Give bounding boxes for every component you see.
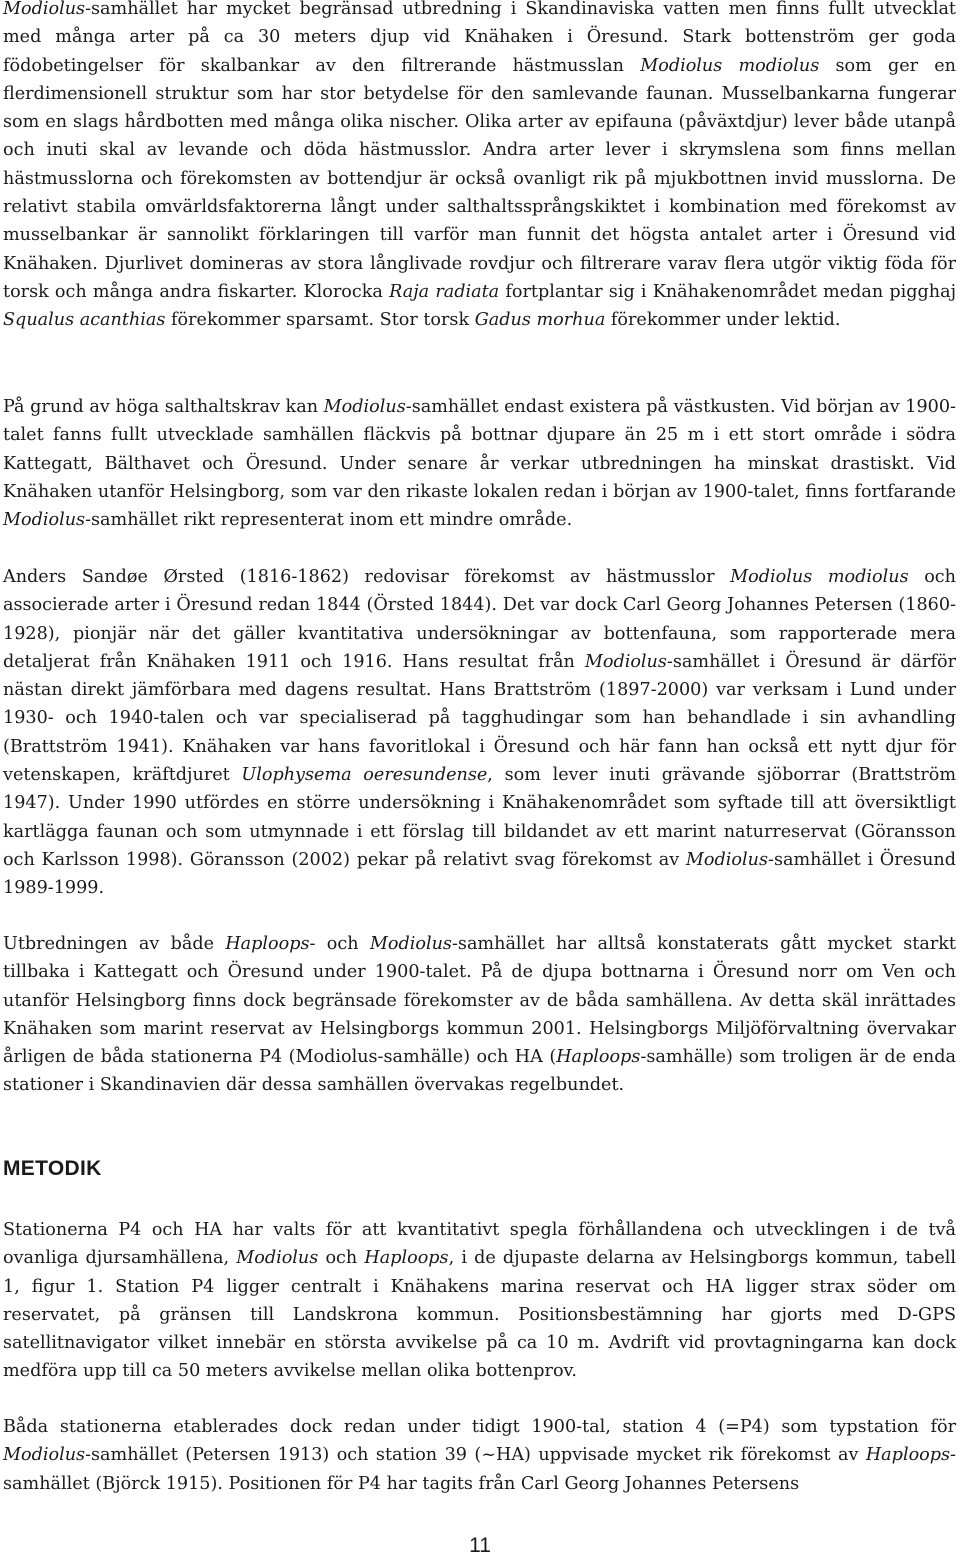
italic-term: Modiolus modiolus [730, 567, 909, 587]
text-run: -samhället (Petersen 1913) och station 39 (~HA) uppvisade mycket rik förekomst av [85, 1445, 866, 1466]
text-run: och associerade arter i Öresund redan 1844 (Örsted 1844). Det var dock Carl Georg Johannes Petersen (1860-1928), pionjär när det gäller kvantitativa undersökningar av bottenfauna, som rapporterade mera detaljerat från Knähaken 1911 och 1916. Hans resultat från [3, 567, 956, 672]
text-run: -samhället (Björck 1915). Positionen för P4 har tagits från Carl Georg Johannes Petersens [3, 1445, 956, 1494]
italic-term: Modiolus [685, 849, 768, 870]
text-run: -samhället rikt representerat inom ett mindre område. [85, 510, 573, 531]
text-run: , som lever inuti grävande sjöborrar (Brattström 1947). Under 1990 utfördes en större undersökning i Knähakenområdet som syftade till att översiktligt kartlägga faunan och som utmynnade i ett förslag till bildandet av ett marint naturreservat (Göransson och Karlsson 1998). Göransson (2002) pekar på relativt svag förekomst av [3, 765, 956, 870]
italic-term: Modiolus [584, 651, 667, 672]
text-run: Utbredningen av både [3, 934, 226, 954]
italic-term: Modiolus [323, 397, 406, 417]
text-run: förekommer under lektid. [605, 310, 841, 331]
paragraph-modiolus-intro [3, 0, 956, 335]
text-run: -samhället har alltså konstaterats gått mycket starkt tillbaka i Kattegatt och Öresund under 1900-talet. På de djupa bottnarna i Öresund norr om Ven och utanför Helsingborg finns dock begränsade förekomster av de båda samhällena. Av detta skäl inrättades Knähaken som marint reservat av Helsingborgs kommun 2001. Helsingborgs Miljöförvaltning övervakar årligen de båda stationerna P4 (Modiolus-samhälle) och HA ( [3, 934, 956, 1068]
text-run: Båda stationerna etablerades dock redan under tidigt 1900-tal, station 4 (=P4) som typstation för [3, 1417, 956, 1437]
text-run: -samhället i Öresund 1989-1999. [3, 849, 957, 899]
text-run: -samhället endast existera på västkusten. Vid början av 1900-talet fanns fullt utvecklade samhällen fläckvis på bottnar djupare än 25 m i ett stort område i södra Kattegatt, Bälthavet och Öresund. Under senare år verkar utbredningen ha minskat drastiskt. Vid Knähaken utanför Helsingborg, som var den rikaste lokalen redan i början av 1900-talet, finns fortfarande [3, 397, 956, 502]
italic-term: Squalus acanthias [3, 310, 166, 331]
text-run: som ger en flerdimensionell struktur som har stor betydelse för den samlevande faunan. Musselbankarna fungerar som en slags hårdbotten med många olika nischer. Olika arter av epifauna (påväxtdjur) lever både utanpå och inuti skal av levande och döda hästmusslor. Andra arter lever i skrymslena som finns mellan hästmusslorna och förekomsten av bottendjur är också ovanligt rik på mjukbottnen invid musslorna. De relativt stabila omvärldsfaktorerna långt under salthaltssprångskiktet i kombination med förekomst av musselbankar är sannolikt förklaringen till varför man funnit det högsta antalet arter i Öresund vid Knähaken. Djurlivet domineras av stora långlivade rovdjur och filtrerare varav flera utgör viktig föda för torsk och många andra fiskarter. Klorocka [3, 55, 956, 302]
italic-term: Modiolus [369, 934, 452, 954]
italic-term: Modiolus modiolus [640, 55, 820, 76]
text-run: -samhälle) som troligen är de enda stationer i Skandinavien där dessa samhällen övervakas regelbundet. [3, 1047, 956, 1096]
text-run: fortplantar sig i Knähakenområdet medan pigghaj [499, 281, 957, 302]
text-run: -samhället har mycket begränsad utbredning i Skandinaviska vatten men finns fullt utvecklat med många arter på ca 30 meters djup vid Knähaken i Öresund. Stark bottenström ger goda födobetingelser för skalbankar av den filtrerande hästmusslan [3, 0, 956, 76]
section-heading-metodik: METODIK [3, 1157, 102, 1180]
text-run: och [318, 1248, 365, 1269]
paragraph-decline [3, 930, 956, 1100]
paragraph-stations [3, 1216, 956, 1386]
italic-term: Raja radiata [389, 281, 500, 302]
italic-term: Modiolus [3, 0, 86, 19]
text-run: -samhället i Öresund är därför nästan direkt jämförbara med dagens resultat. Hans Brattström (1897-2000) var verksam i Lund under 1930- och 1940-talen och var specialiserad på tagghudingar som han behandlade i sin avhandling (Brattström 1941). Knähaken var hans favoritlokal i Öresund och här fann han också ett nytt djur för vetenskapen, kräftdjuret [3, 651, 956, 786]
italic-term: Haploops [225, 934, 310, 954]
text-run: , i de djupaste delarna av Helsingborgs kommun, tabell 1, figur 1. Station P4 ligger centralt i Knähakens marina reservat och HA ligger strax söder om reservatet, på gränsen till Landskrona kommun. Positionsbestämning har gjorts med D-GPS satellitnavigator vilket innebär en största avvikelse på ca 10 m. Avdrift vid provtagningarna kan dock medföra upp till ca 50 meters avvikelse mellan olika bottenprov. [3, 1248, 956, 1382]
text-run: Anders Sandøe Ørsted (1816-1862) redovisar förekomst av hästmusslor [3, 567, 731, 587]
page-number: 11 [469, 1534, 491, 1557]
italic-term: Ulophysema oeresundense [241, 765, 488, 786]
paragraph-history [3, 563, 956, 903]
italic-term: Haploops [865, 1445, 951, 1466]
text-run: På grund av höga salthaltskrav kan [3, 397, 324, 417]
italic-term: Modiolus [3, 510, 86, 531]
text-run: - och [309, 934, 370, 954]
text-run: Stationerna P4 och HA har valts för att kvantitativt spegla förhållandena och utvecklingen i de två ovanliga djursamhällena, [3, 1220, 956, 1269]
italic-term: Haploops [556, 1047, 641, 1068]
paragraph-distribution [3, 393, 956, 534]
italic-term: Gadus morhua [474, 310, 606, 331]
italic-term: Haploops [364, 1248, 449, 1269]
paragraph-station-history [3, 1413, 956, 1498]
italic-term: Modiolus [236, 1248, 319, 1269]
italic-term: Modiolus [3, 1445, 86, 1466]
text-run: förekommer sparsamt. Stor torsk [165, 310, 475, 331]
